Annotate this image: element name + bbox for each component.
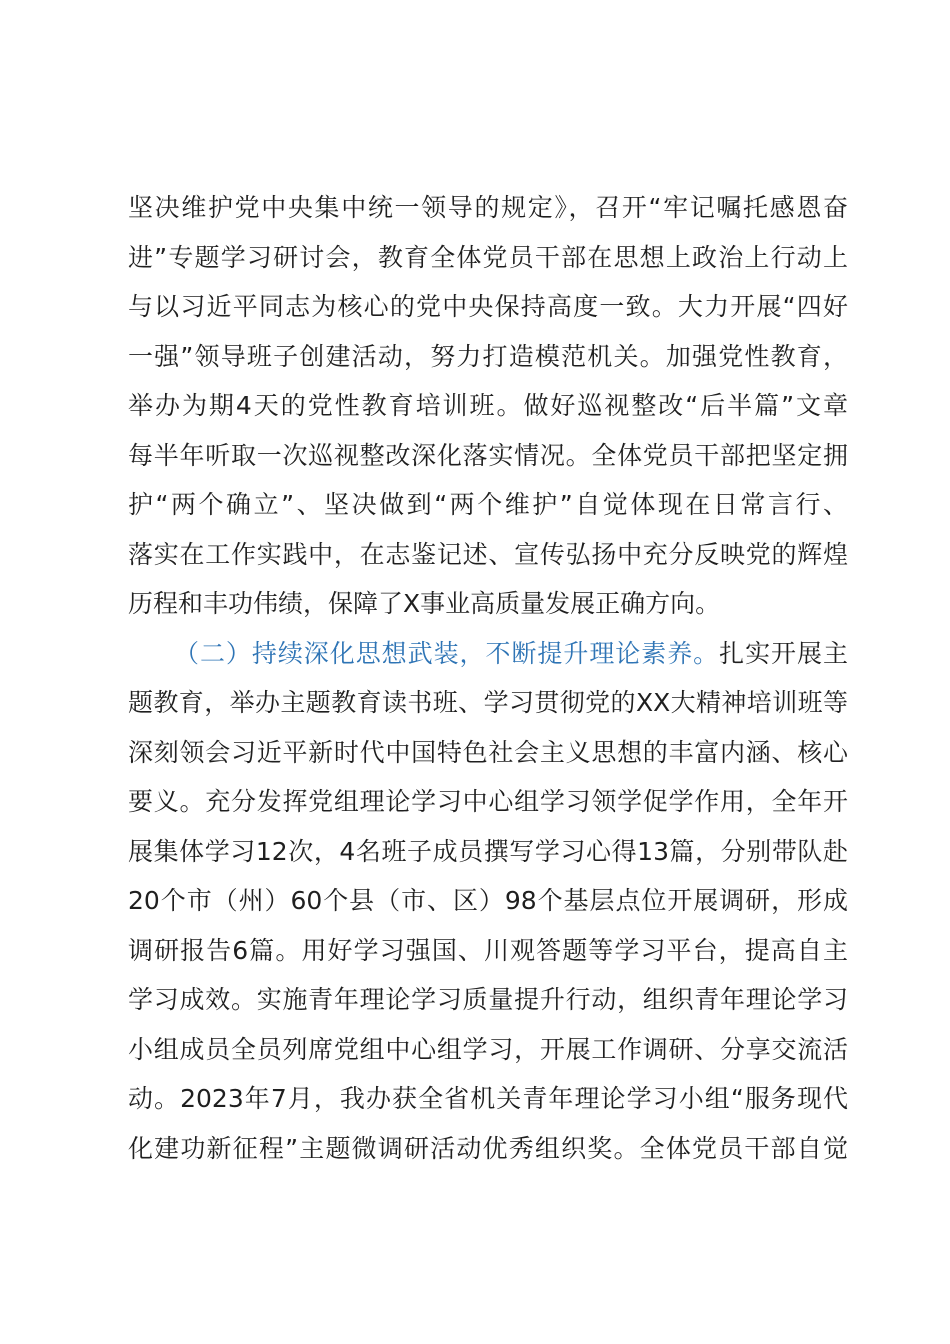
- text-line: 历程和丰功伟绩，保障了X事业高质量发展正确方向。: [128, 589, 721, 618]
- text-line: 进”专题学习研讨会，教育全体党员干部在思想上政治上行动上: [128, 242, 848, 272]
- text-line: 小组成员全员列席党组中心组学习，开展工作调研、分享交流活: [128, 1034, 848, 1064]
- document-body: [128, 183, 848, 1173]
- paragraph-2: [128, 629, 848, 1174]
- text-line: 20个市（州）60个县（市、区）98个基层点位开展调研，形成: [128, 886, 848, 915]
- text-line: 要义。充分发挥党组理论学习中心组学习领学促学作用，全年开: [128, 787, 848, 816]
- text-line: 坚决维护党中央集中统一领导的规定》，召开“牢记嘱托感恩奋: [128, 193, 848, 222]
- text-line: 调研报告6篇。用好学习强国、川观答题等学习平台，提高自主: [128, 935, 848, 965]
- paragraph-2-first-line: [128, 629, 848, 679]
- paragraph-1: [128, 183, 848, 629]
- text-line: 与以习近平同志为核心的党中央保持高度一致。大力开展“四好: [128, 292, 848, 321]
- text-line: 举办为期4天的党性教育培训班。做好巡视整改“后半篇”文章: [128, 391, 848, 420]
- text-line: 护“两个确立”、坚决做到“两个维护”自觉体现在日常言行、: [128, 490, 848, 519]
- text-line: 题教育，举办主题教育读书班、学习贯彻党的XX大精神培训班等: [128, 688, 848, 717]
- text-line: 学习成效。实施青年理论学习质量提升行动，组织青年理论学习: [128, 985, 848, 1014]
- text-line: 一强”领导班子创建活动，努力打造模范机关。加强党性教育，: [128, 341, 848, 371]
- text-line: 化建功新征程”主题微调研活动优秀组织奖。全体党员干部自觉: [128, 1133, 848, 1163]
- text-line: 落实在工作实践中，在志鉴记述、宣传弘扬中充分反映党的辉煌: [128, 539, 848, 569]
- text-line: 每半年听取一次巡视整改深化落实情况。全体党员干部把坚定拥: [128, 440, 848, 470]
- text-line: 展集体学习12次，4名班子成员撰写学习心得13篇，分别带队赴: [128, 836, 848, 866]
- text-line: 深刻领会习近平新时代中国特色社会主义思想的丰富内涵、核心: [128, 737, 848, 767]
- text-line: 动。2023年7月，我办获全省机关青年理论学习小组“服务现代: [128, 1084, 848, 1113]
- section-heading: （二）持续深化思想武装，不断提升理论素养。: [174, 638, 720, 668]
- first-line-rest: 扎实开展主: [719, 638, 848, 668]
